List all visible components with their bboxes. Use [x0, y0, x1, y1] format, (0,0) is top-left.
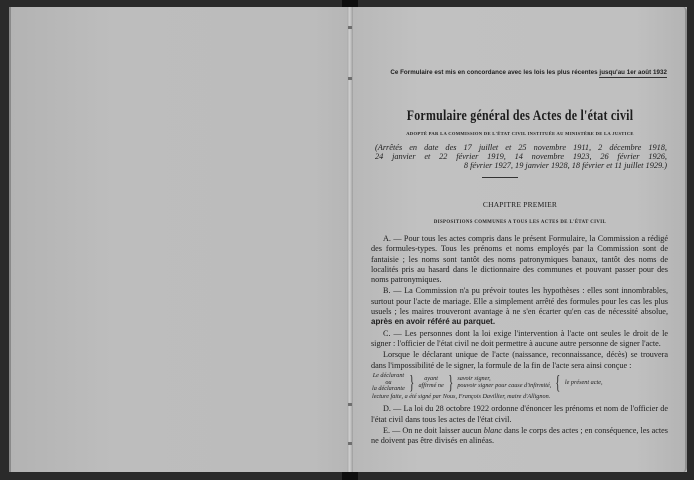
binding-stitch [348, 26, 352, 29]
binding-stitch [348, 403, 352, 406]
left-page-blank [9, 7, 347, 472]
divider-rule [482, 177, 518, 178]
signature-formula [372, 373, 668, 393]
notice-text: Ce Formulaire est mis en concordance avec les lois les plus récentes [390, 69, 600, 76]
decrees-list [375, 143, 667, 170]
spine-bottom-clip [342, 472, 358, 480]
paragraph-b-text: B. — La Commission n'a pu prévoir toutes les hypothèses : elles sont innombrables, surtout pour l'acte de mariage. Elle a simplement arrêté des formules pour les cas les plus usuels ; les maires trouveront avantage à ne s'en écarter qu'en cas de nécessité absolue, [371, 286, 668, 317]
paragraph-e-italic: blanc [483, 425, 502, 435]
paragraph-b-emphasis: après en avoir référé au parquet. [371, 317, 496, 327]
paragraph-e-text: E. — On ne doit laisser aucun [383, 425, 484, 435]
document-title: Formulaire général des Actes de l'état civil [406, 108, 634, 124]
formula-text: Le déclarant [372, 371, 405, 379]
brace-icon: } [409, 372, 415, 395]
paragraph-e [371, 426, 668, 447]
formula-declarant [372, 373, 405, 393]
binding-stitch [348, 442, 352, 445]
formula-tail: lecture faite, a été signé par Nous, François Davillier, maire d'Allignon. [372, 393, 551, 401]
paragraph-b [371, 286, 668, 327]
decrees-line: (Arrêtés en date des 17 juillet et 25 novembre 1911, 2 décembre 1918, [375, 143, 667, 152]
body-text [371, 234, 668, 447]
binding-stitch [348, 77, 352, 80]
spine-top-clip [342, 0, 358, 7]
notice-date-underlined: jusqu'au 1er août 1932 [599, 69, 667, 76]
right-page [353, 7, 687, 472]
open-book [9, 7, 687, 472]
formula-reason [457, 376, 551, 390]
formula-text: ayant [424, 375, 438, 383]
paragraph-a: A. — Pour tous les actes compris dans le présent Formulaire, la Commission a rédigé des formules-types. Tous les prénoms et noms employés par la Commission sont de fantaisie ; les noms sont tantôt des noms patronymiques banaux, tantôt des noms de localités pris au hasard dans le dictionnaire des communes et pouvant passer pour des noms patronymiques. [371, 234, 668, 285]
formula-affirmation [418, 376, 443, 390]
paragraph-e-text: dans le corps des actes ; en conséquence, les actes ne doivent pas être divisés en alinéas. [371, 425, 668, 446]
formula-text: affirmé ne [418, 382, 444, 390]
brace-icon: { [555, 372, 561, 395]
formula-text: savoir signer, [457, 375, 491, 383]
brace-icon: } [448, 372, 453, 395]
formula-text: ou [385, 378, 392, 386]
paragraph-d: D. — La loi du 28 octobre 1922 ordonne d'énoncer les prénoms et nom de l'officier de l'état civil dans tous les actes de l'état civil. [371, 404, 668, 424]
decrees-line: 24 janvier et 22 février 1919, 14 novembre 1923, 26 février 1926, [375, 152, 667, 161]
chapter-heading: CHAPITRE PREMIER [482, 200, 558, 209]
paragraph-c-continued: Lorsque le déclarant unique de l'acte (naissance, reconnaissance, décès) se trouvera dans l'impossibilité de le signer, la formule de la fin de l'acte sera ainsi conçue : [371, 350, 668, 370]
section-heading: DISPOSITIONS COMMUNES A TOUS LES ACTES DE L'ÉTAT CIVIL [433, 220, 607, 225]
formula-text: pouvoir signer pour cause d'infirmité, [457, 382, 552, 390]
formula-act: le présent acte, [564, 378, 603, 386]
formula-text: la déclarante [372, 385, 405, 393]
decrees-line: 8 février 1927, 19 janvier 1928, 18 février et 11 juillet 1929.) [463, 161, 667, 170]
concordance-notice [377, 69, 667, 76]
paragraph-c: C. — Les personnes dont la loi exige l'intervention à l'acte ont seules le droit de le signer : l'officier de l'état civil ne doit permettre à aucune autre personne de signer l'acte. [371, 328, 668, 348]
document-subtitle: ADOPTÉ PAR LA COMMISSION DE L'ÉTAT CIVIL INSTITUÉE AU MINISTÈRE DE LA JUSTICE [406, 131, 634, 136]
